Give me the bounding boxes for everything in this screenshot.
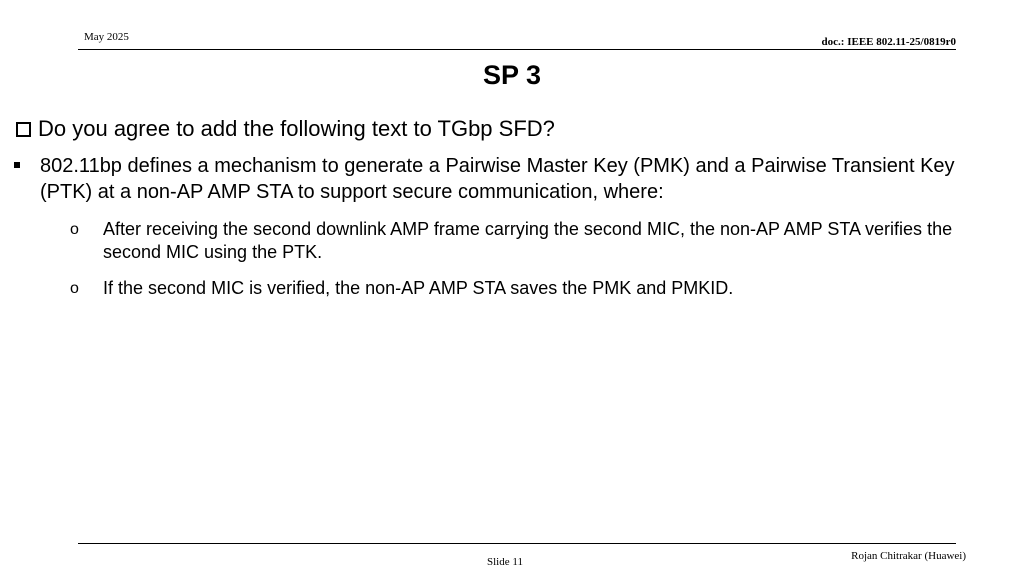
question-text: Do you agree to add the following text to TGbp SFD? (38, 116, 555, 141)
sub-bullet-text: After receiving the second downlink AMP frame carrying the second MIC, the non-AP AMP STA verifies the second MIC using the PTK. (103, 219, 953, 262)
sub-bullet-item (70, 277, 1010, 300)
bullet-item (14, 153, 994, 205)
question-item (16, 114, 555, 144)
header-date: May 2025 (84, 31, 129, 43)
checkbox-bullet-icon (16, 122, 31, 137)
header-doc-id: doc.: IEEE 802.11-25/0819r0 (821, 36, 956, 48)
sub-bullet-item (70, 218, 1010, 264)
slide-title: SP 3 (482, 60, 542, 90)
footer-author: Rojan Chitrakar (Huawei) (851, 550, 966, 562)
header-divider (78, 49, 956, 50)
sub-bullet-text: If the second MIC is verified, the non-AP AMP STA saves the PMK and PMKID. (103, 278, 734, 298)
square-bullet-icon (14, 162, 20, 168)
footer-divider (78, 543, 956, 544)
bullet-text: 802.11bp defines a mechanism to generate a Pairwise Master Key (PMK) and a Pairwise Transient Key (PTK) at a non-AP AMP STA to support secure communication, where: (40, 155, 955, 203)
circle-bullet-icon: o (70, 221, 79, 238)
footer-slide-number: Slide 11 (487, 556, 523, 568)
circle-bullet-icon: o (70, 280, 79, 297)
